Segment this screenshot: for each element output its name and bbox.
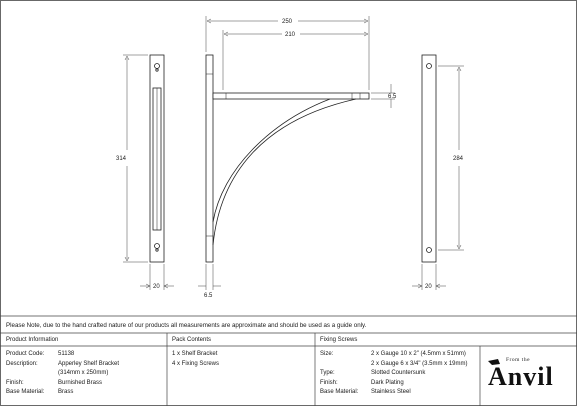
screw-finish-value: Dark Plating (371, 380, 404, 386)
base-material-label: Base Material: (6, 389, 45, 395)
anvil-logo (486, 355, 570, 391)
pack-item: 1 x Shelf Bracket (172, 351, 218, 357)
fixing-screws-title: Fixing Screws (320, 337, 358, 343)
screw-size-value: 2 x Gauge 10 x 2" (4.5mm x 51mm) (371, 351, 466, 357)
arm-thickness-label: 6.5 (388, 94, 397, 100)
page-border (1, 1, 577, 406)
screw-material-value: Stainless Steel (371, 389, 411, 395)
back-width-label: 20 (425, 284, 432, 290)
side-height-label: 314 (116, 156, 127, 162)
screw-type-value: Slotted Countersunk (371, 370, 426, 376)
finish-value: Burnished Brass (58, 380, 103, 386)
screw-size-label: Size: (320, 351, 334, 357)
description-size-value: (314mm x 250mm) (58, 370, 109, 376)
plate-thickness-label: 6.5 (204, 293, 213, 299)
product-code-value: 51138 (58, 351, 75, 357)
pack-item: 4 x Fixing Screws (172, 361, 220, 367)
screw-size-value-2: 2 x Gauge 6 x 3/4" (3.5mm x 19mm) (371, 361, 468, 367)
disclaimer-note: Please Note, due to the hand crafted nature of our products all measurements are approximate and should be used as a guide only. (6, 322, 367, 329)
finish-label: Finish: (6, 380, 24, 386)
logo-brand-text: Anvil (488, 362, 554, 391)
plate-thickness-dimension (198, 264, 221, 290)
side-height-dimension (123, 55, 148, 262)
side-width-label: 20 (153, 284, 160, 290)
back-height-label: 284 (453, 156, 464, 162)
logo-small-text: From the (506, 357, 531, 363)
product-code-label: Product Code: (6, 351, 45, 357)
screw-type-label: Type: (320, 370, 335, 376)
inner-width-label: 210 (285, 32, 296, 38)
screw-material-label: Base Material: (320, 389, 359, 395)
product-info-title: Product Information (6, 337, 59, 343)
inner-width-dimension (223, 30, 368, 90)
description-label: Description: (6, 361, 38, 367)
bracket-front-view (206, 55, 369, 262)
description-value: Apperley Shelf Bracket (58, 361, 120, 367)
overall-width-dimension (206, 16, 369, 90)
back-view (422, 55, 436, 262)
pack-contents-title: Pack Contents (172, 337, 212, 343)
overall-width-label: 250 (282, 19, 293, 25)
side-view (150, 55, 164, 262)
screw-finish-label: Finish: (320, 380, 338, 386)
base-material-value: Brass (58, 389, 74, 395)
